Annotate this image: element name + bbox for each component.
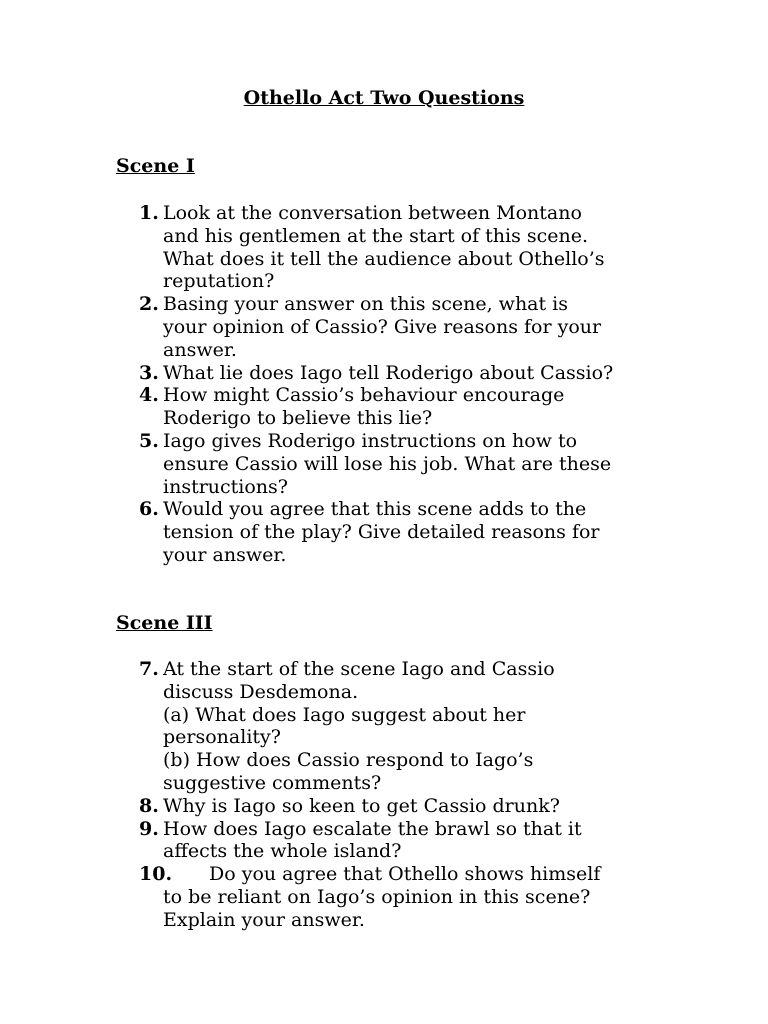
question-number: 10. [139,863,173,886]
question-text-line: suggestive comments? [163,771,382,794]
question-item [0,498,768,566]
question-list [0,658,768,932]
question-number: 5. [139,429,159,452]
question-text-line [163,863,688,886]
question-text-line: answer. [163,338,237,361]
question-item [0,293,768,361]
question-text-line: reputation? [163,270,275,293]
question-text-line: and his gentlemen at the start of this scene. [163,224,589,247]
question-text-line: Iago gives Roderigo instructions on how to [163,429,578,452]
question-text-line: (b) How does Cassio respond to Iago’s [163,749,534,772]
scene-heading: Scene III [116,612,213,634]
question-text-line: Roderigo to believe this lie? [163,407,433,430]
question-item [0,795,768,818]
question-text-line: Why is Iago so keen to get Cassio drunk? [163,794,560,817]
question-text-line: What does it tell the audience about Othello’s [163,247,605,270]
question-number: 4. [139,384,159,407]
question-item [0,362,768,385]
page-title: Othello Act Two Questions [243,87,525,109]
question-number: 1. [139,202,159,224]
question-number: 6. [139,498,159,521]
question-item [0,384,768,430]
question-item [0,863,768,931]
question-item [0,818,768,864]
question-text-line: affects the whole island? [163,840,402,863]
scene-heading: Scene I [116,155,195,177]
question-item [0,202,768,293]
question-number: 7. [139,658,159,680]
question-item [0,658,768,795]
question-text-line: Look at the conversation between Montano [163,202,582,224]
question-text-segment: Do you agree that Othello shows himself [209,863,601,886]
question-text-line: Would you agree that this scene adds to the [163,498,587,521]
question-text-line: discuss Desdemona. [163,680,359,703]
question-text-line: your answer. [163,543,287,566]
question-text-line: How might Cassio’s behaviour encourage [163,384,565,407]
question-text-line: tension of the play? Give detailed reasons for [163,521,600,544]
question-text-line: What lie does Iago tell Roderigo about Cassio? [163,361,614,384]
question-text-line: At the start of the scene Iago and Cassio [163,658,555,680]
question-number: 8. [139,794,159,817]
question-number: 2. [139,293,159,316]
question-text-line: ensure Cassio will lose his job. What are these [163,452,612,475]
question-text-line: Explain your answer. [163,908,365,931]
question-text-line: to be reliant on Iago’s opinion in this scene? [163,885,591,908]
question-item [0,430,768,498]
question-number: 3. [139,361,159,384]
question-text-line: Basing your answer on this scene, what is [163,293,569,316]
question-list [0,202,768,567]
question-number: 9. [139,817,159,840]
question-text-line: your opinion of Cassio? Give reasons for your [163,315,602,338]
question-text-line: instructions? [163,475,288,498]
question-text-line: personality? [163,726,281,749]
question-text-line: (a) What does Iago suggest about her [163,703,526,726]
question-text-line: How does Iago escalate the brawl so that it [163,817,582,840]
